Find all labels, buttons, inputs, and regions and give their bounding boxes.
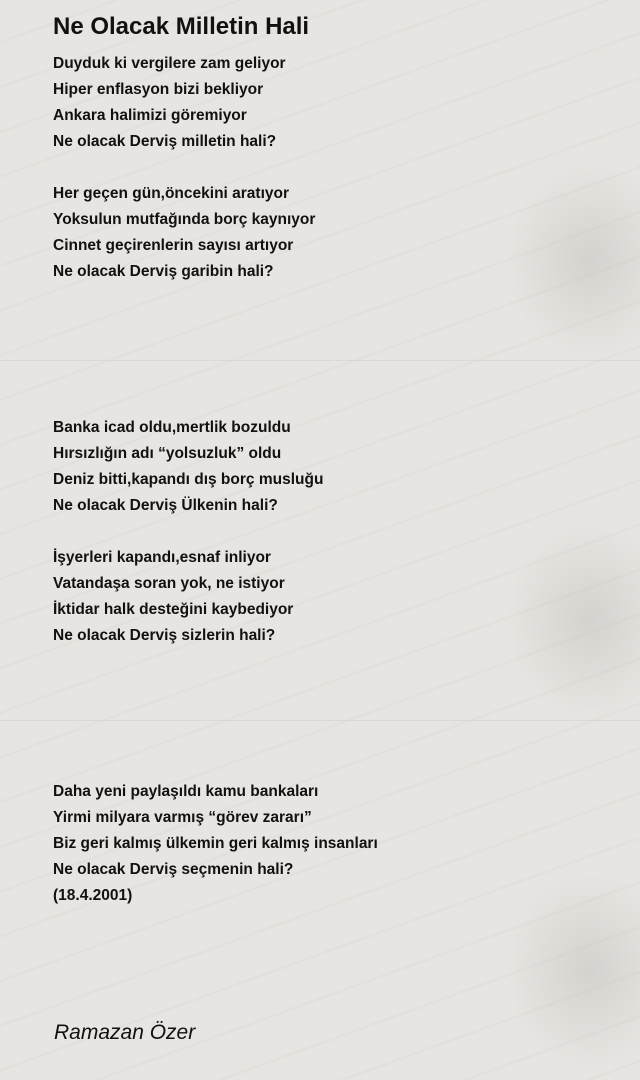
poem-line: Ne olacak Derviş garibin hali? (53, 263, 274, 280)
poem-line (53, 389, 378, 415)
poem-line (53, 311, 378, 337)
poem-line: Cinnet geçirenlerin sayısı artıyor (53, 237, 294, 254)
poem-line: Deniz bitti,kapandı dış borç musluğu (53, 471, 324, 488)
poem-line (53, 285, 378, 311)
poem-title: Ne Olacak Milletin Hali (53, 13, 310, 40)
author-name: Ramazan Özer (54, 1021, 196, 1044)
poem-line (53, 519, 378, 545)
poem-line: Ankara halimizi göremiyor (53, 107, 247, 124)
poem-line: Biz geri kalmış ülkemin geri kalmış insanları (53, 835, 378, 852)
poem-line: Her geçen gün,öncekini aratıyor (53, 185, 290, 202)
poem-date: (18.4.2001) (53, 887, 133, 904)
poem-line: İşyerleri kapandı,esnaf inliyor (53, 549, 271, 566)
poem-line: Ne olacak Derviş sizlerin hali? (53, 627, 276, 644)
poem-line (53, 337, 378, 363)
poem-line (53, 701, 378, 727)
poem-line (53, 649, 378, 675)
poem-line: Banka icad oldu,mertlik bozuldu (53, 419, 291, 436)
poem-line: Yoksulun mutfağında borç kaynıyor (53, 211, 316, 228)
poem-line: Ne olacak Derviş seçmenin hali? (53, 861, 294, 878)
poem-body (53, 51, 378, 909)
poem-line: Vatandaşa soran yok, ne istiyor (53, 575, 285, 592)
poem-line (53, 753, 378, 779)
poem-line (53, 363, 378, 389)
poem-line: İktidar halk desteğini kaybediyor (53, 601, 294, 618)
poem-line: Hiper enflasyon bizi bekliyor (53, 81, 264, 98)
poem-line (53, 155, 378, 181)
poem-line: Daha yeni paylaşıldı kamu bankaları (53, 783, 319, 800)
poem-line: Yirmi milyara varmış “görev zararı” (53, 809, 312, 826)
poem-line (53, 727, 378, 753)
poem-line (53, 675, 378, 701)
poem-line: Duyduk ki vergilere zam geliyor (53, 55, 286, 72)
poem-line: Ne olacak Derviş Ülkenin hali? (53, 497, 278, 514)
poem-line: Hırsızlığın adı “yolsuzluk” oldu (53, 445, 282, 462)
poem-line: Ne olacak Derviş milletin hali? (53, 133, 277, 150)
